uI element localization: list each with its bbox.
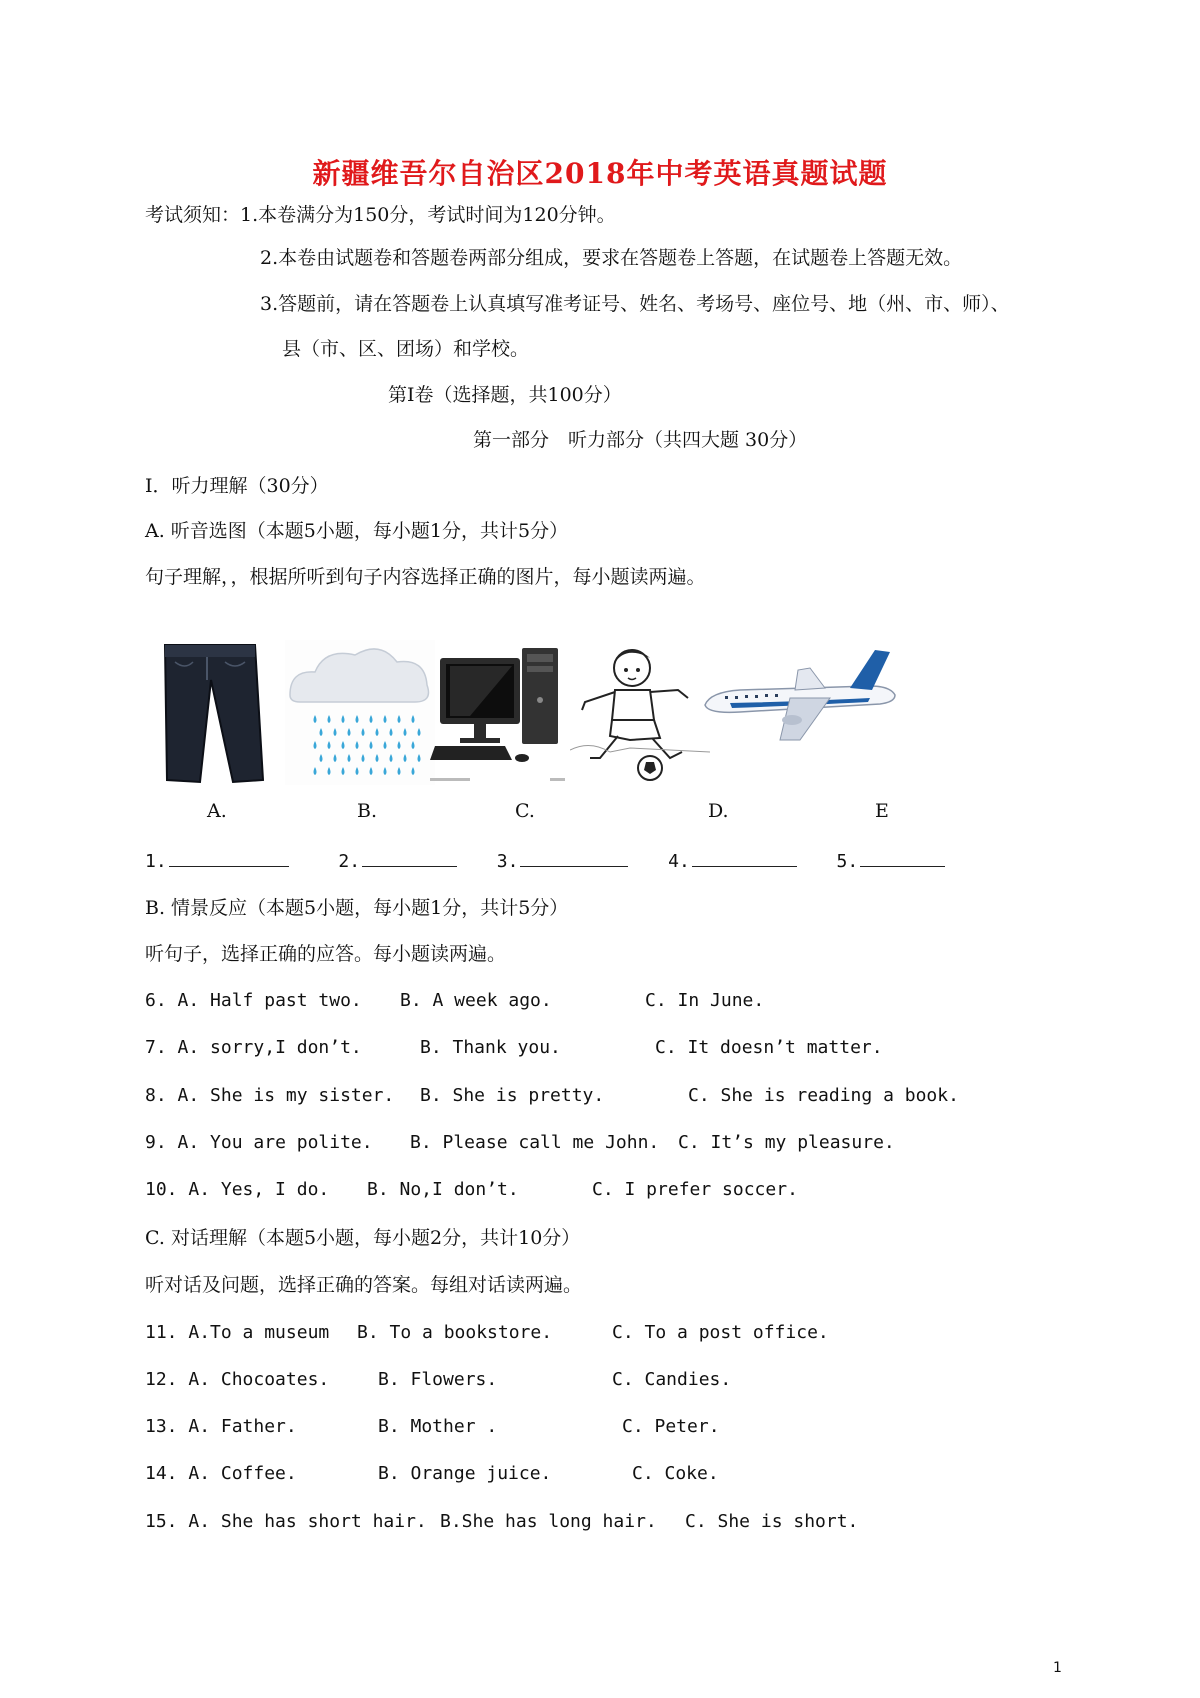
question-7 <box>145 1035 362 1061</box>
question-9-option-c: C. It’s my pleasure. <box>678 1132 895 1153</box>
question-11-option-c: C. To a post office. <box>612 1322 829 1343</box>
desktop-computer-image <box>430 640 565 785</box>
blank-label-3: 3. <box>496 851 519 872</box>
question-11-option-b: B. To a bookstore. <box>357 1322 553 1343</box>
question-8-option-b: B. She is pretty. <box>420 1085 605 1106</box>
picture-label-d: D. <box>708 800 729 822</box>
answer-blank-3[interactable] <box>520 848 628 867</box>
answer-blank-4[interactable] <box>692 848 797 867</box>
question-number: 15. <box>145 1511 178 1532</box>
section-heading: Ⅰ．听力理解（30分） <box>145 475 329 497</box>
option-a: A. Chocoates. <box>188 1369 330 1390</box>
question-number: 13. <box>145 1416 178 1437</box>
question-6-option-c: C. In June. <box>645 990 765 1011</box>
section-b-heading: B. 情景反应（本题5小题，每小题1分，共计5分） <box>145 897 569 919</box>
option-a: A. She has short hair. <box>188 1511 427 1532</box>
question-12 <box>145 1367 329 1393</box>
question-10 <box>145 1177 329 1203</box>
notice-1: 考试须知：1.本卷满分为150分，考试时间为120分钟。 <box>145 204 616 226</box>
question-11 <box>145 1320 329 1346</box>
question-10-option-b: B. No,I don’t. <box>367 1179 519 1200</box>
question-15 <box>145 1509 427 1535</box>
question-10-option-c: C. I prefer soccer. <box>592 1179 798 1200</box>
option-a: A. Father. <box>188 1416 297 1437</box>
question-6 <box>145 988 362 1014</box>
answer-blank-2[interactable] <box>362 848 457 867</box>
question-12-option-b: B. Flowers. <box>378 1369 498 1390</box>
question-9 <box>145 1130 373 1156</box>
section-b-instruction: 听句子，选择正确的应答。每小题读两遍。 <box>145 943 507 965</box>
blank-label-2: 2. <box>338 851 361 872</box>
question-15-option-b: B.She has long hair. <box>440 1511 657 1532</box>
option-a: A. Coffee. <box>188 1463 297 1484</box>
picture-label-a: A. <box>207 800 227 822</box>
page-number: 1 <box>1053 1660 1062 1676</box>
option-a: A. You are polite. <box>177 1132 373 1153</box>
section-a-heading: A. 听音选图（本题5小题，每小题1分，共计5分） <box>145 520 569 542</box>
answer-blank-1[interactable] <box>169 848 289 867</box>
question-14 <box>145 1461 297 1487</box>
section-c-heading: C. 对话理解（本题5小题，每小题2分，共计10分） <box>145 1227 581 1249</box>
football-boy-image <box>570 640 710 790</box>
notice-2: 2.本卷由试题卷和答题卷两部分组成，要求在答题卷上答题，在试题卷上答题无效。 <box>260 247 963 269</box>
question-number: 11. <box>145 1322 178 1343</box>
question-6-option-b: B. A week ago. <box>400 990 552 1011</box>
option-a: A. sorry,I don’t. <box>177 1037 362 1058</box>
blank-label-4: 4. <box>668 851 690 872</box>
question-number: 14. <box>145 1463 178 1484</box>
section-a-instruction: 句子理解，，根据所听到句子内容选择正确的图片，每小题读两遍。 <box>145 566 706 588</box>
airplane-image <box>700 640 905 760</box>
question-number: 9. <box>145 1132 167 1153</box>
question-number: 8. <box>145 1085 167 1106</box>
option-a: A. Yes, I do. <box>188 1179 330 1200</box>
question-12-option-c: C. Candies. <box>612 1369 732 1390</box>
notice-3-continued: 县（市、区、团场）和学校。 <box>282 338 530 360</box>
option-a: A. Half past two. <box>177 990 362 1011</box>
question-number: 10. <box>145 1179 178 1200</box>
picture-label-b: B. <box>357 800 378 822</box>
question-8-option-c: C. She is reading a book. <box>688 1085 959 1106</box>
option-a: A.To a museum <box>188 1322 330 1343</box>
question-13 <box>145 1414 297 1440</box>
answer-blank-5[interactable] <box>860 848 945 867</box>
question-14-option-b: B. Orange juice. <box>378 1463 552 1484</box>
page-title: 新疆维吾尔自治区2018年中考英语真题试题 <box>312 157 888 190</box>
question-7-option-c: C. It doesn’t matter. <box>655 1037 883 1058</box>
question-7-option-b: B. Thank you. <box>420 1037 561 1058</box>
question-number: 6. <box>145 990 167 1011</box>
notice-3: 3.答题前，请在答题卷上认真填写准考证号、姓名、考场号、座位号、地（州、市、师）、 <box>260 293 1010 315</box>
rain-cloud-image <box>285 640 435 785</box>
question-9-option-b: B. Please call me John. <box>410 1132 660 1153</box>
question-13-option-c: C. Peter. <box>622 1416 720 1437</box>
question-8 <box>145 1083 394 1109</box>
picture-label-c: C. <box>515 800 535 822</box>
question-number: 12. <box>145 1369 178 1390</box>
blank-label-5: 5. <box>836 851 859 872</box>
part-heading: 第一部分 听力部分（共四大题 30分） <box>473 429 808 451</box>
question-number: 7. <box>145 1037 167 1058</box>
picture-row <box>145 640 995 790</box>
question-15-option-c: C. She is short. <box>685 1511 859 1532</box>
question-14-option-c: C. Coke. <box>632 1463 719 1484</box>
option-a: A. She is my sister. <box>177 1085 395 1106</box>
trousers-image <box>145 640 275 785</box>
picture-label-e: E <box>875 800 889 822</box>
volume-heading: 第Ⅰ卷（选择题，共100分） <box>388 384 622 406</box>
question-13-option-b: B. Mother . <box>378 1416 498 1437</box>
section-c-instruction: 听对话及问题，选择正确的答案。每组对话读两遍。 <box>145 1274 583 1296</box>
blank-label-1: 1. <box>145 851 167 872</box>
answer-blanks <box>145 848 945 875</box>
